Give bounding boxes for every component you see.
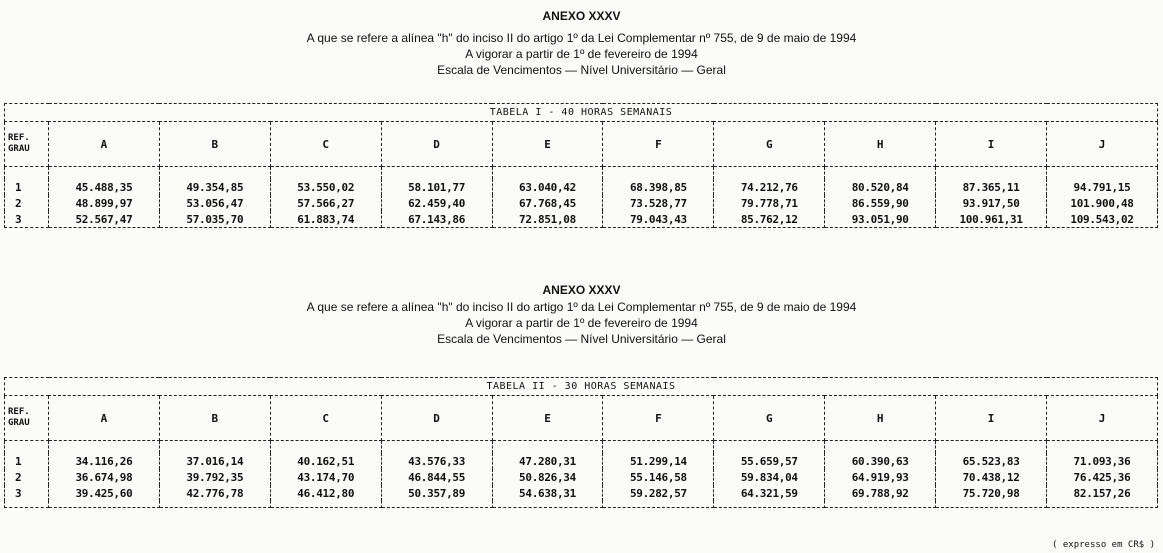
value-cell: 80.520,84 bbox=[825, 179, 936, 195]
value-cell: 43.174,70 bbox=[270, 469, 381, 485]
value-cell: 43.576,33 bbox=[381, 453, 492, 469]
value-cell: 36.674,98 bbox=[49, 469, 160, 485]
value-cell: 55.146,58 bbox=[603, 469, 714, 485]
column-header: A bbox=[49, 396, 160, 441]
value-cell: 42.776,78 bbox=[159, 485, 270, 501]
value-cell: 64.321,59 bbox=[714, 485, 825, 501]
grau-cell: 1 bbox=[5, 453, 49, 469]
column-header: C bbox=[270, 396, 381, 441]
value-cell: 58.101,77 bbox=[381, 179, 492, 195]
value-cell: 53.550,02 bbox=[270, 179, 381, 195]
value-cell: 60.390,63 bbox=[825, 453, 936, 469]
table-row bbox=[5, 453, 1158, 469]
value-cell: 75.720,98 bbox=[936, 485, 1047, 501]
salary-table-40h bbox=[4, 103, 1158, 228]
value-cell: 69.788,92 bbox=[825, 485, 936, 501]
value-cell: 37.016,14 bbox=[159, 453, 270, 469]
table-row bbox=[5, 195, 1158, 211]
value-cell: 67.143,86 bbox=[381, 211, 492, 228]
value-cell: 65.523,83 bbox=[936, 453, 1047, 469]
value-cell: 93.051,90 bbox=[825, 211, 936, 228]
column-header: C bbox=[270, 122, 381, 167]
ref-grau-header: REF. GRAU bbox=[5, 122, 49, 167]
value-cell: 79.778,71 bbox=[714, 195, 825, 211]
value-cell: 40.162,51 bbox=[270, 453, 381, 469]
value-cell: 71.093,36 bbox=[1047, 453, 1158, 469]
column-header: H bbox=[825, 122, 936, 167]
column-header: I bbox=[936, 396, 1047, 441]
ref-grau-header: REF. GRAU bbox=[5, 396, 49, 441]
value-cell: 94.791,15 bbox=[1047, 179, 1158, 195]
column-header: D bbox=[381, 122, 492, 167]
table-row bbox=[5, 179, 1158, 195]
value-cell: 86.559,90 bbox=[825, 195, 936, 211]
column-header: B bbox=[159, 396, 270, 441]
annex-scale-title: Escala de Vencimentos — Nível Universitário — Geral bbox=[437, 332, 726, 346]
column-header: B bbox=[159, 122, 270, 167]
value-cell: 79.043,43 bbox=[603, 211, 714, 228]
value-cell: 109.543,02 bbox=[1047, 211, 1158, 228]
value-cell: 64.919,93 bbox=[825, 469, 936, 485]
column-header: D bbox=[381, 396, 492, 441]
grau-cell: 1 bbox=[5, 179, 49, 195]
value-cell: 68.398,85 bbox=[603, 179, 714, 195]
value-cell: 100.961,31 bbox=[936, 211, 1047, 228]
value-cell: 52.567,47 bbox=[49, 211, 160, 228]
annex-reference-line: A que se refere a alínea "h" do inciso II do artigo 1º da Lei Complementar nº 755, de 9 de maio de 1994 bbox=[306, 31, 857, 45]
column-header: H bbox=[825, 396, 936, 441]
value-cell: 55.659,57 bbox=[714, 453, 825, 469]
value-cell: 45.488,35 bbox=[49, 179, 160, 195]
table-title: TABELA II - 30 HORAS SEMANAIS bbox=[5, 378, 1158, 396]
value-cell: 34.116,26 bbox=[49, 453, 160, 469]
column-header: F bbox=[603, 122, 714, 167]
value-cell: 63.040,42 bbox=[492, 179, 603, 195]
table-row bbox=[5, 211, 1158, 228]
column-header: J bbox=[1047, 396, 1158, 441]
annex-reference-line: A que se refere a alínea "h" do inciso II do artigo 1º da Lei Complementar nº 755, de 9 de maio de 1994 bbox=[306, 300, 857, 314]
column-header: J bbox=[1047, 122, 1158, 167]
annex-title: ANEXO XXXV bbox=[542, 283, 621, 297]
table-row bbox=[5, 469, 1158, 485]
annex-header-1 bbox=[0, 8, 1163, 78]
column-header: E bbox=[492, 396, 603, 441]
annex-title: ANEXO XXXV bbox=[542, 9, 621, 23]
value-cell: 85.762,12 bbox=[714, 211, 825, 228]
column-header: G bbox=[714, 396, 825, 441]
value-cell: 61.883,74 bbox=[270, 211, 381, 228]
value-cell: 59.834,04 bbox=[714, 469, 825, 485]
currency-footnote: ( expresso em CR$ ) bbox=[1052, 540, 1155, 550]
annex-header-2 bbox=[0, 282, 1163, 347]
value-cell: 47.280,31 bbox=[492, 453, 603, 469]
value-cell: 57.035,70 bbox=[159, 211, 270, 228]
value-cell: 50.357,89 bbox=[381, 485, 492, 501]
value-cell: 76.425,36 bbox=[1047, 469, 1158, 485]
grau-cell: 3 bbox=[5, 485, 49, 501]
table-title: TABELA I - 40 HORAS SEMANAIS bbox=[5, 104, 1158, 122]
value-cell: 73.528,77 bbox=[603, 195, 714, 211]
value-cell: 67.768,45 bbox=[492, 195, 603, 211]
annex-effective-date: A vigorar a partir de 1º de fevereiro de 1994 bbox=[465, 316, 698, 330]
value-cell: 70.438,12 bbox=[936, 469, 1047, 485]
value-cell: 51.299,14 bbox=[603, 453, 714, 469]
annex-scale-title: Escala de Vencimentos — Nível Universitário — Geral bbox=[437, 63, 726, 77]
column-header: A bbox=[49, 122, 160, 167]
value-cell: 46.412,80 bbox=[270, 485, 381, 501]
value-cell: 87.365,11 bbox=[936, 179, 1047, 195]
value-cell: 101.900,48 bbox=[1047, 195, 1158, 211]
value-cell: 74.212,76 bbox=[714, 179, 825, 195]
value-cell: 46.844,55 bbox=[381, 469, 492, 485]
grau-cell: 2 bbox=[5, 195, 49, 211]
value-cell: 59.282,57 bbox=[603, 485, 714, 501]
value-cell: 49.354,85 bbox=[159, 179, 270, 195]
column-header: E bbox=[492, 122, 603, 167]
column-header: G bbox=[714, 122, 825, 167]
value-cell: 54.638,31 bbox=[492, 485, 603, 501]
value-cell: 53.056,47 bbox=[159, 195, 270, 211]
value-cell: 82.157,26 bbox=[1047, 485, 1158, 501]
value-cell: 62.459,40 bbox=[381, 195, 492, 211]
value-cell: 50.826,34 bbox=[492, 469, 603, 485]
column-header: F bbox=[603, 396, 714, 441]
value-cell: 93.917,50 bbox=[936, 195, 1047, 211]
value-cell: 57.566,27 bbox=[270, 195, 381, 211]
value-cell: 39.425,60 bbox=[49, 485, 160, 501]
table-row bbox=[5, 485, 1158, 501]
grau-cell: 3 bbox=[5, 211, 49, 228]
salary-table-30h bbox=[4, 377, 1158, 508]
value-cell: 39.792,35 bbox=[159, 469, 270, 485]
value-cell: 48.899,97 bbox=[49, 195, 160, 211]
value-cell: 72.851,08 bbox=[492, 211, 603, 228]
column-header: I bbox=[936, 122, 1047, 167]
annex-effective-date: A vigorar a partir de 1º de fevereiro de 1994 bbox=[465, 47, 698, 61]
grau-cell: 2 bbox=[5, 469, 49, 485]
